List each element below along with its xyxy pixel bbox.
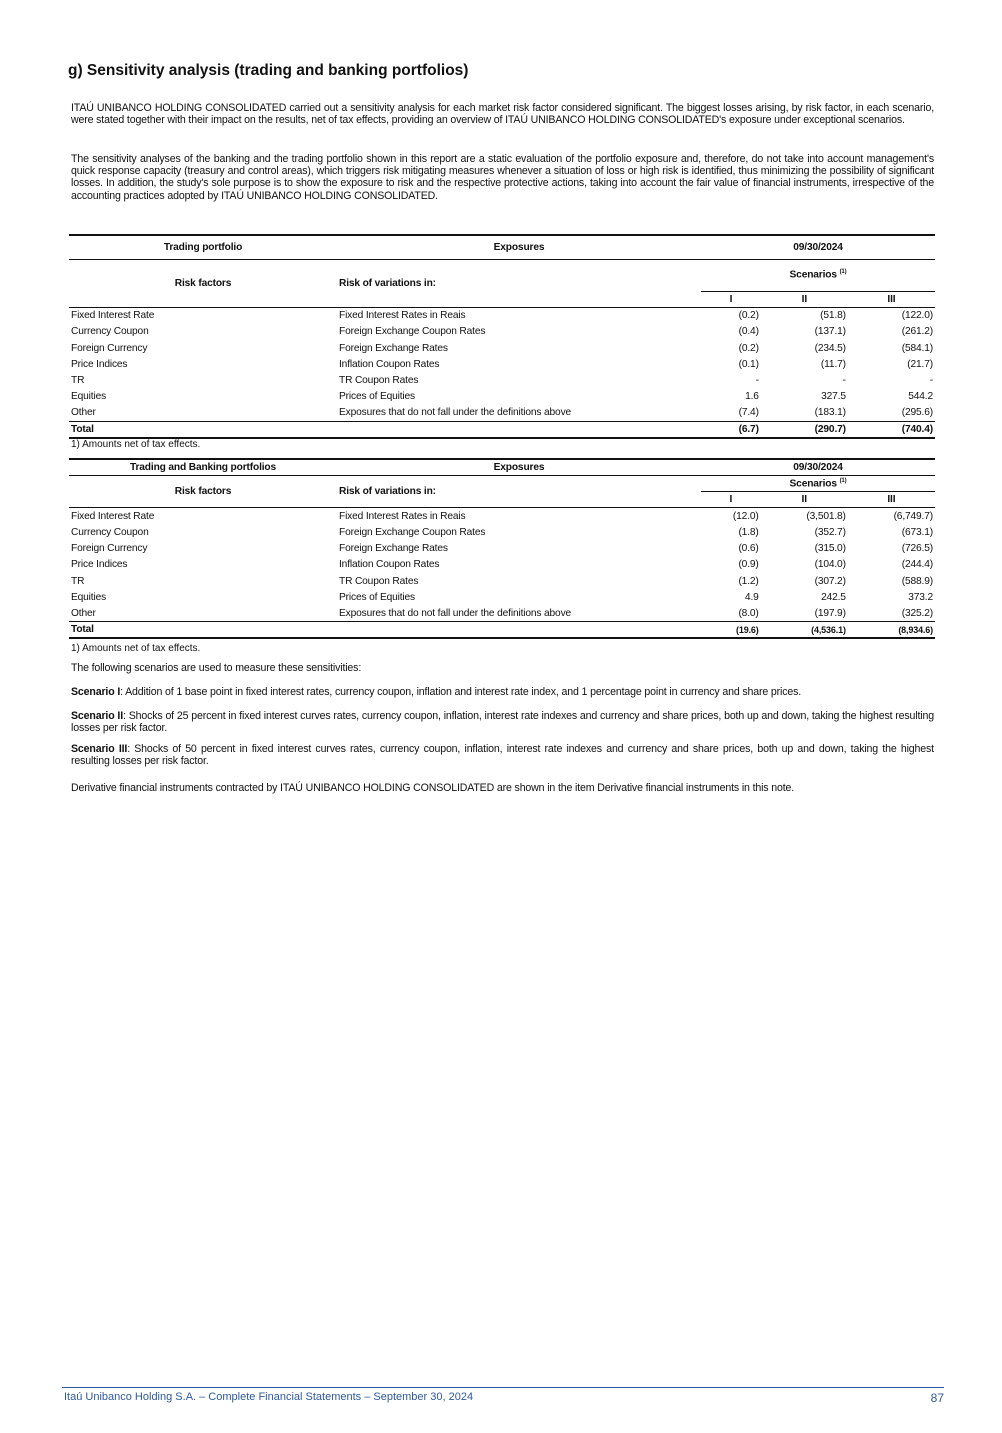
- risk-variation-cell: TR Coupon Rates: [339, 575, 419, 587]
- table-row: [69, 573, 935, 589]
- scenario-ii-cell: (183.1): [814, 407, 846, 419]
- table-row: [69, 508, 935, 524]
- table-row: [69, 606, 935, 622]
- risk-variation-cell: Foreign Exchange Coupon Rates: [339, 326, 486, 338]
- total-cell: (740.4): [848, 421, 935, 437]
- scenarios-header: Scenarios $^{(1)}$: [701, 259, 935, 291]
- risk-variation-cell: Fixed Interest Rates in Reais: [339, 510, 466, 522]
- scenario-i-cell: (0.2): [738, 310, 759, 322]
- scenario-ii-cell: (104.0): [814, 559, 846, 571]
- table-footnote: 1) Amounts net of tax effects.: [71, 439, 201, 450]
- scenario-i-cell: (1.8): [738, 526, 759, 538]
- scenario-col-header: I: [729, 293, 733, 305]
- scenario-iii-cell: 544.2: [908, 391, 933, 403]
- scenario-iii-cell: (325.2): [901, 608, 933, 620]
- risk-factor-cell: Other: [71, 608, 96, 620]
- risk-variation-cell: Exposures that do not fall under the definitions above: [339, 407, 572, 419]
- table-title: Trading and Banking portfolios: [129, 461, 277, 473]
- risk-factor-cell: Currency Coupon: [71, 326, 149, 338]
- risk-variation-cell: Foreign Exchange Rates: [339, 543, 448, 555]
- total-label: Total: [69, 622, 337, 638]
- scenario-iii-cell: (584.1): [901, 342, 933, 354]
- risk-factor-cell: Equities: [71, 592, 107, 604]
- risk-variation-cell: Fixed Interest Rates in Reais: [339, 310, 466, 322]
- paragraph: The sensitivity analyses of the banking and the trading portfolio shown in this report are a static evaluation of the portfolio exposure and, therefore, do not take into account management's quick response capacity (treasury and control areas), which triggers risk mitigating measures whenever a situation of loss or high risk is identified, thus minimizing the possibility of significant losses. In addition, the study's sole purpose is to show the exposure to risk and the respective protective actions, taking into account the fair value of financial instruments, irrespective of the accounting practices adopted by ITAÚ UNIBANCO HOLDING CONSOLIDATED.: [71, 153, 934, 202]
- table-row: [69, 589, 935, 605]
- risk-variation-cell: TR Coupon Rates: [339, 375, 419, 387]
- scenario-ii-cell: 327.5: [821, 391, 846, 403]
- total-cell: (8,934.6): [848, 622, 935, 638]
- table-row: [69, 372, 935, 388]
- scenario-iii-cell: (244.4): [901, 559, 933, 571]
- risk-variation-cell: Inflation Coupon Rates: [339, 559, 440, 571]
- risk-factor-cell: Equities: [71, 391, 107, 403]
- scenario-col-header: I: [729, 494, 733, 506]
- scenarios-header: Scenarios $^{(1)}$: [701, 475, 935, 491]
- risk-variation-cell: Inflation Coupon Rates: [339, 358, 440, 370]
- scenario-ii-cell: (307.2): [814, 575, 846, 587]
- table-row: [69, 389, 935, 405]
- total-row: [69, 622, 935, 638]
- table-title: Trading portfolio: [163, 241, 243, 253]
- risk-variation-cell: Prices of Equities: [339, 391, 416, 403]
- scenario-i-cell: (0.4): [738, 326, 759, 338]
- scenario-i-cell: (0.2): [738, 342, 759, 354]
- risk-factor-cell: Foreign Currency: [71, 543, 148, 555]
- scenario-iii-cell: (6,749.7): [893, 510, 933, 522]
- scenario-i-cell: (0.9): [738, 559, 759, 571]
- risk-variation-cell: Exposures that do not fall under the definitions above: [339, 608, 572, 620]
- scenario-iii-cell: (261.2): [901, 326, 933, 338]
- total-cell: (4,536.1): [761, 622, 848, 638]
- sensitivity-table: [69, 458, 935, 639]
- scenario-2: Scenario II: Shocks of 25 percent in fixed interest curves rates, currency coupon, inflation, interest rate indexes and currency and share prices, both up and down, taking the highest resulting losses per risk factor.: [71, 710, 934, 735]
- risk-variations-header: Risk of variations in:: [339, 277, 436, 289]
- scenario-i-cell: (8.0): [738, 608, 759, 620]
- scenario-col-header: II: [801, 494, 807, 506]
- scenarios-intro: The following scenarios are used to measure these sensitivities:: [71, 662, 362, 674]
- scenario-i-cell: -: [755, 375, 759, 387]
- scenario-iii-cell: (673.1): [901, 526, 933, 538]
- scenario-iii-cell: (21.7): [907, 358, 933, 370]
- risk-factor-cell: Foreign Currency: [71, 342, 148, 354]
- risk-variation-cell: Foreign Exchange Coupon Rates: [339, 526, 486, 538]
- section-title: g) Sensitivity analysis (trading and banking portfolios): [68, 62, 469, 79]
- footer-text: Itaú Unibanco Holding S.A. – Complete Financial Statements – September 30, 2024: [64, 1391, 474, 1403]
- scenario-1: Scenario I: Addition of 1 base point in fixed interest rates, currency coupon, inflation and interest rate index, and 1 percentage point in currency and share prices.: [71, 686, 802, 698]
- paragraph: ITAÚ UNIBANCO HOLDING CONSOLIDATED carried out a sensitivity analysis for each market risk factor considered significant. The biggest losses arising, by risk factor, in each scenario, were stated together with their impact on the results, net of tax effects, providing an overview of ITAÚ UNIBANCO HOLDING CONSOLIDATED's exposure under exceptional scenarios.: [71, 102, 934, 127]
- table-row: [69, 340, 935, 356]
- risk-factor-cell: Price Indices: [71, 559, 128, 571]
- risk-factor-cell: Price Indices: [71, 358, 128, 370]
- table-row: [69, 356, 935, 372]
- total-label: Total: [69, 421, 337, 437]
- scenario-i-cell: (0.6): [738, 543, 759, 555]
- scenario-ii-cell: (51.8): [820, 310, 846, 322]
- scenario-ii-cell: (352.7): [814, 526, 846, 538]
- risk-variation-cell: Prices of Equities: [339, 592, 416, 604]
- table-row: [69, 524, 935, 540]
- risk-factors-header: Risk factors: [174, 277, 232, 289]
- risk-factor-cell: TR: [71, 575, 85, 587]
- scenario-i-cell: 1.6: [745, 391, 759, 403]
- date-header: 09/30/2024: [793, 461, 843, 473]
- exposures-header: Exposures: [493, 241, 545, 253]
- scenario-iii-cell: (295.6): [901, 407, 933, 419]
- scenario-ii-cell: (234.5): [814, 342, 846, 354]
- risk-variations-header: Risk of variations in:: [339, 486, 436, 498]
- scenario-i-cell: (7.4): [738, 407, 759, 419]
- total-row: [69, 421, 935, 437]
- table-row: [69, 307, 935, 323]
- page-number: 87: [930, 1391, 944, 1405]
- table-row: [69, 324, 935, 340]
- scenario-i-cell: (1.2): [738, 575, 759, 587]
- risk-factors-header: Risk factors: [174, 486, 232, 498]
- scenario-iii-cell: (726.5): [901, 543, 933, 555]
- total-cell: (19.6): [701, 622, 761, 638]
- risk-factor-cell: Fixed Interest Rate: [71, 510, 155, 522]
- date-header: 09/30/2024: [793, 241, 843, 253]
- risk-factor-cell: Fixed Interest Rate: [71, 310, 155, 322]
- scenario-ii-cell: 242.5: [821, 592, 846, 604]
- scenario-col-header: III: [887, 494, 896, 506]
- scenario-iii-cell: -: [929, 375, 933, 387]
- scenario-iii-cell: 373.2: [908, 592, 933, 604]
- scenario-i-cell: (12.0): [732, 510, 759, 522]
- scenario-ii-cell: (11.7): [820, 358, 846, 370]
- scenario-col-header: III: [887, 293, 896, 305]
- scenario-3: Scenario III: Shocks of 50 percent in fixed interest curves rates, currency coupon, inflation, interest rate indexes and currency and share prices, both up and down, taking the highest resulting losses per risk factor.: [71, 743, 934, 768]
- table-row: [69, 405, 935, 421]
- risk-variation-cell: Foreign Exchange Rates: [339, 342, 448, 354]
- scenario-i-cell: 4.9: [744, 592, 759, 604]
- scenario-ii-cell: -: [842, 375, 846, 387]
- table-footnote: 1) Amounts net of tax effects.: [71, 643, 201, 654]
- sensitivity-table: [69, 234, 935, 439]
- risk-factor-cell: Currency Coupon: [71, 526, 149, 538]
- scenario-col-header: II: [801, 293, 808, 305]
- scenario-iii-cell: (122.0): [901, 310, 933, 322]
- scenario-i-cell: (0.1): [738, 358, 759, 370]
- scenario-ii-cell: (197.9): [814, 608, 846, 620]
- footer-divider: [62, 1387, 944, 1388]
- exposures-header: Exposures: [493, 461, 545, 473]
- risk-factor-cell: TR: [71, 375, 85, 387]
- scenario-ii-cell: (3,501.8): [806, 510, 846, 522]
- scenario-ii-cell: (137.1): [814, 326, 846, 338]
- total-cell: (6.7): [701, 421, 761, 437]
- closing-paragraph: Derivative financial instruments contracted by ITAÚ UNIBANCO HOLDING CONSOLIDATED are shown in the item Derivative financial instruments in this note.: [71, 782, 795, 794]
- total-cell: (290.7): [761, 421, 848, 437]
- table-row: [69, 540, 935, 556]
- risk-factor-cell: Other: [71, 407, 96, 419]
- scenario-iii-cell: (588.9): [901, 575, 933, 587]
- scenario-ii-cell: (315.0): [814, 543, 846, 555]
- table-row: [69, 557, 935, 573]
